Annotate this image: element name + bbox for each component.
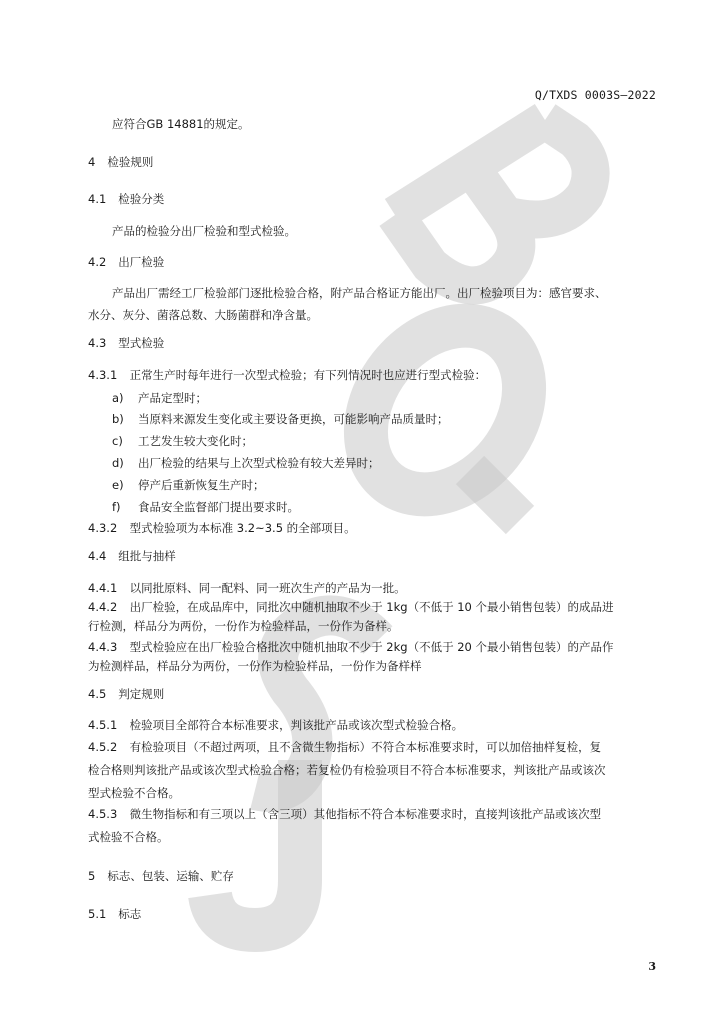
clause-4-5-1: [88, 717, 657, 733]
list-marker: e): [112, 478, 124, 492]
document-code: Q/TXDS 0003S—2022: [534, 88, 656, 102]
clause-4-5-3-line2: 式检验不合格。: [88, 830, 169, 844]
clause-number: 4.5.2: [88, 740, 118, 754]
clause-text: 有检验项目（不超过两项，且不含微生物指标）不符合本标准要求时，可以加倍抽样复检，复: [129, 740, 602, 754]
clause-4-5-2-line2: 检合格则判该批产品或该次型式检验合格；若复检仍有检验项目不符合本标准要求，判该批产品或该次: [88, 763, 606, 777]
list-text: 停产后重新恢复生产时；: [138, 478, 265, 492]
section-number: 4: [88, 155, 96, 169]
clause-text: 以同批原料、同一配料、同一班次生产的产品为一批。: [129, 581, 406, 595]
section-title: 组批与抽样: [118, 549, 176, 563]
clause-4-4-2-line2: 行检测，样品分为两份，一份作为检验样品，一份作为备样。: [88, 619, 399, 633]
clause-4-5-3-line1: [88, 806, 663, 822]
list-marker: d): [112, 456, 124, 470]
section-title: 判定规则: [118, 687, 165, 701]
section-title: 标志: [118, 907, 142, 921]
section-title: 型式检验: [118, 336, 165, 350]
clause-4-4-3-line1: [88, 639, 663, 655]
section-heading-4-3: [88, 335, 657, 351]
list-item: [112, 411, 657, 427]
section-heading-5-1: [88, 906, 657, 922]
clause-text: 检验项目全部符合本标准要求，判该批产品或该次型式检验合格。: [129, 718, 464, 732]
clause-number: 4.5.3: [88, 807, 118, 821]
section-number: 4.2: [88, 255, 107, 269]
clause-4-4-3-line2: 为检测样品，样品分为两份，一份作为检验样品，一份作为备样样: [88, 659, 422, 673]
clause-4-4-2-line1: [88, 599, 663, 615]
paragraph-4-2-line2: 水分、灰分、菌落总数、大肠菌群和净含量。: [88, 308, 318, 322]
clause-number: 4.4.1: [88, 581, 118, 595]
list-marker: f): [112, 500, 121, 514]
clause-number: 4.3.1: [88, 368, 118, 382]
list-item: [112, 499, 657, 515]
clause-number: 4.4.2: [88, 600, 118, 614]
list-text: 产品定型时；: [138, 391, 207, 405]
section-heading-4-1: [88, 191, 657, 207]
list-text: 食品安全监督部门提出要求时。: [138, 500, 299, 514]
clause-number: 4.5.1: [88, 718, 118, 732]
clause-text: 出厂检验，在成品库中，同批次中随机抽取不少于 1kg（不低于 10 个最小销售包装）的成品进: [129, 600, 614, 614]
clause-number: 4.4.3: [88, 640, 118, 654]
section-number: 5: [88, 869, 96, 883]
clause-text: 正常生产时每年进行一次型式检验；有下列情况时也应进行型式检验：: [129, 368, 487, 382]
clause-4-3-2: [88, 520, 657, 536]
list-marker: c): [112, 434, 123, 448]
list-text: 出厂检验的结果与上次型式检验有较大差异时；: [138, 456, 380, 470]
page-number: 3: [648, 960, 656, 973]
paragraph-gb: 应符合GB 14881的规定。: [112, 117, 250, 131]
clause-4-3-1: [88, 367, 657, 383]
section-number: 4.3: [88, 336, 107, 350]
paragraph-4-1: 产品的检验分出厂检验和型式检验。: [112, 224, 296, 238]
section-heading-4-2: [88, 254, 657, 270]
list-item: [112, 455, 657, 471]
list-text: 当原料来源发生变化或主要设备更换，可能影响产品质量时；: [138, 412, 449, 426]
clause-4-5-2-line3: 型式检验不合格。: [88, 786, 180, 800]
list-item: [112, 433, 657, 449]
section-heading-4-4: [88, 548, 657, 564]
list-item: [112, 390, 657, 406]
clause-4-4-1: [88, 580, 657, 596]
clause-text: 型式检验应在出厂检验合格批次中随机抽取不少于 2kg（不低于 20 个最小销售包装）的产品作: [129, 640, 614, 654]
section-title: 出厂检验: [118, 255, 165, 269]
clause-number: 4.3.2: [88, 521, 118, 535]
paragraph-4-2-line1: 产品出厂需经工厂检验部门逐批检验合格，附产品合格证方能出厂。出厂检验项目为：感官要求、: [112, 286, 607, 300]
list-text: 工艺发生较大变化时；: [138, 434, 253, 448]
section-heading-5: [88, 868, 657, 884]
section-title: 标志、包装、运输、贮存: [107, 869, 234, 883]
section-title: 检验分类: [118, 192, 165, 206]
section-title: 检验规则: [107, 155, 154, 169]
list-marker: a): [112, 391, 124, 405]
list-item: [112, 477, 657, 493]
clause-text: 微生物指标和有三项以上（含三项）其他指标不符合本标准要求时，直接判该批产品或该次型: [129, 807, 602, 821]
clause-text: 型式检验项为本标准 3.2~3.5 的全部项目。: [129, 521, 356, 535]
section-heading-4: [88, 154, 657, 170]
section-heading-4-5: [88, 686, 657, 702]
section-number: 4.5: [88, 687, 107, 701]
section-number: 5.1: [88, 907, 107, 921]
clause-4-5-2-line1: [88, 739, 663, 755]
section-number: 4.1: [88, 192, 107, 206]
list-marker: b): [112, 412, 124, 426]
section-number: 4.4: [88, 549, 107, 563]
